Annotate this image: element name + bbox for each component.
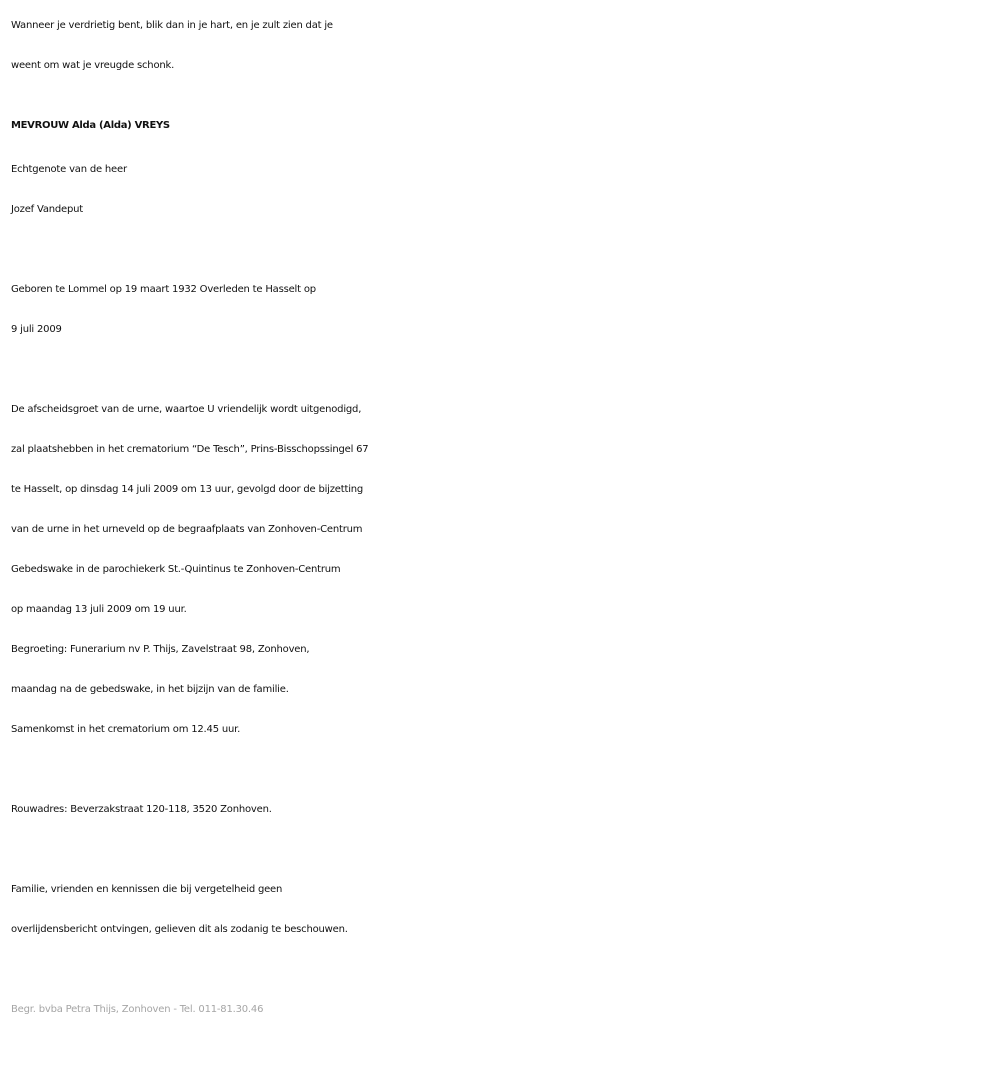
spacer	[11, 750, 1000, 790]
ceremony-line: van de urne in het urneveld op de begraafplaats van Zonhoven-Centrum	[11, 524, 363, 535]
quote-line: Wanneer je verdrietig bent, blik dan in je hart, en je zult zien dat je	[11, 20, 333, 31]
ceremony-line: zal plaatshebben in het crematorium “De Tesch”, Prins-Bisschopssingel 67	[11, 444, 369, 455]
deceased-name: MEVROUW Alda (Alda) VREYS	[11, 120, 170, 131]
spouse-name: Jozef Vandeput	[11, 204, 84, 215]
spacer	[11, 230, 1000, 270]
ceremony-line: Samenkomst in het crematorium om 12.45 uur.	[11, 724, 241, 735]
mourning-address: Rouwadres: Beverzakstraat 120-118, 3520 Zonhoven.	[11, 804, 272, 815]
spacer	[11, 350, 1000, 390]
family-notice	[11, 870, 1000, 950]
ceremony-line: te Hasselt, op dinsdag 14 juli 2009 om 13 uur, gevolgd door de bijzetting	[11, 484, 364, 495]
funeral-home-footer: Begr. bvba Petra Thijs, Zonhoven - Tel. 011-81.30.46	[11, 1004, 264, 1015]
quote-line: weent om wat je vreugde schonk.	[11, 60, 175, 71]
ceremony-line: Gebedswake in de parochiekerk St.-Quintinus te Zonhoven-Centrum	[11, 564, 341, 575]
ceremony-details	[11, 390, 1000, 750]
notice-line: Familie, vrienden en kennissen die bij vergetelheid geen	[11, 884, 283, 895]
opening-quote	[11, 6, 1000, 86]
birth-death-line: Geboren te Lommel op 19 maart 1932 Overleden te Hasselt op	[11, 284, 316, 295]
ceremony-line: Begroeting: Funerarium nv P. Thijs, Zavelstraat 98, Zonhoven,	[11, 644, 310, 655]
relation-line: Echtgenote van de heer	[11, 164, 127, 175]
ceremony-line: maandag na de gebedswake, in het bijzijn van de familie.	[11, 684, 289, 695]
birth-death-line: 9 juli 2009	[11, 324, 62, 335]
ceremony-line: De afscheidsgroet van de urne, waartoe U vriendelijk wordt uitgenodigd,	[11, 404, 362, 415]
ceremony-line: op maandag 13 juli 2009 om 19 uur.	[11, 604, 187, 615]
notice-line: overlijdensbericht ontvingen, gelieven dit als zodanig te beschouwen.	[11, 924, 348, 935]
spacer	[11, 830, 1000, 870]
